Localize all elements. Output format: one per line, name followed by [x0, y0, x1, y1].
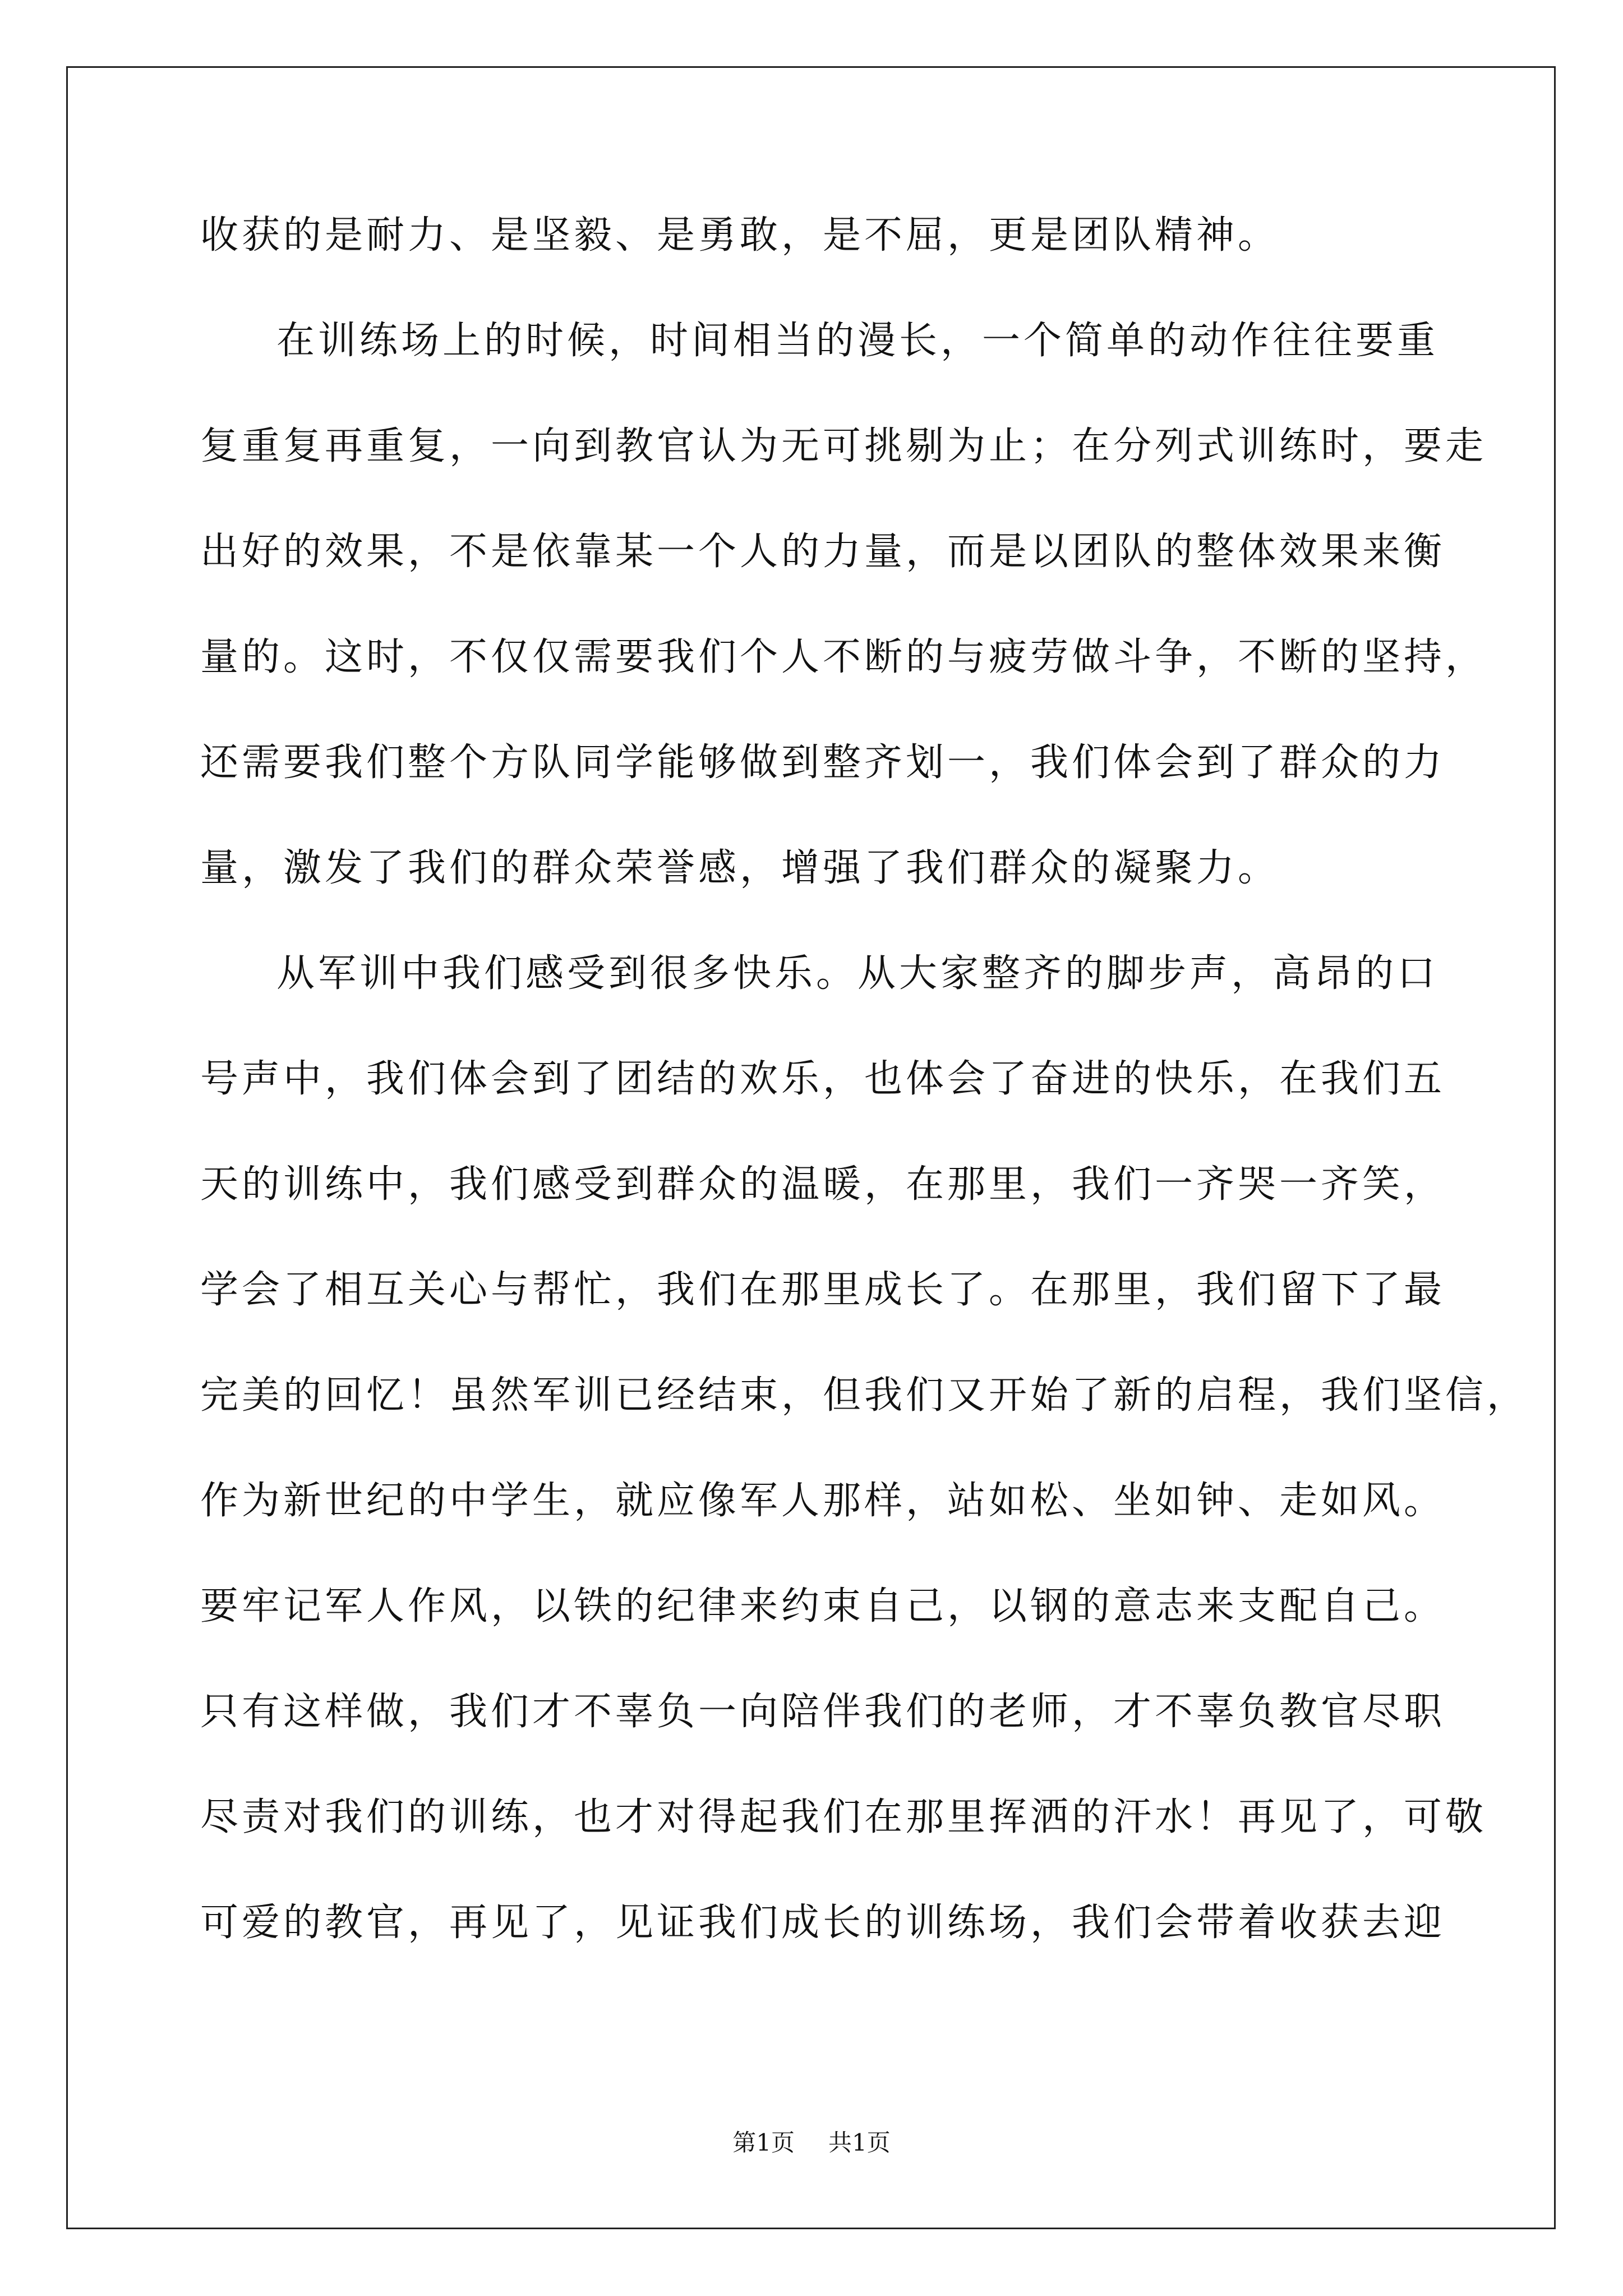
text-line: 完美的回忆！虽然军训已经结束，但我们又开始了新的启程，我们坚信， [200, 1373, 1529, 1418]
text-line: 收获的是耐力、是坚毅、是勇敢，是不屈，更是团队精神。 [200, 213, 1280, 257]
text-line: 尽责对我们的训练，也才对得起我们在那里挥洒的汗水！再见了，可敬 [200, 1795, 1487, 1839]
text-line: 还需要我们整个方队同学能够做到整齐划一，我们体会到了群众的力 [200, 740, 1446, 785]
text-line: 复重复再重复，一向到教官认为无可挑剔为止；在分列式训练时，要走 [200, 424, 1487, 468]
text-line: 作为新世纪的中学生，就应像军人那样，站如松、坐如钟、走如风。 [200, 1479, 1446, 1523]
text-line: 号声中，我们体会到了团结的欢乐，也体会了奋进的快乐，在我们五 [200, 1057, 1446, 1101]
text-line: 从军训中我们感受到很多快乐。从大家整齐的脚步声，高昂的口 [276, 951, 1439, 996]
text-line: 天的训练中，我们感受到群众的温暖，在那里，我们一齐哭一齐笑， [200, 1162, 1446, 1207]
text-line: 要牢记军人作风，以铁的纪律来约束自己，以钢的意志来支配自己。 [200, 1584, 1446, 1628]
text-line: 学会了相互关心与帮忙，我们在那里成长了。在那里，我们留下了最 [200, 1268, 1446, 1312]
page-number: 第1页 [732, 2129, 795, 2156]
page-total: 共1页 [828, 2129, 891, 2156]
text-line: 量的。这时，不仅仅需要我们个人不断的与疲劳做斗争，不断的坚持， [200, 635, 1487, 679]
text-line: 在训练场上的时候，时间相当的漫长，一个简单的动作往往要重 [276, 319, 1439, 363]
text-line: 量，激发了我们的群众荣誉感，增强了我们群众的凝聚力。 [200, 846, 1280, 890]
page-footer [0, 2126, 1623, 2160]
text-line: 可爱的教官，再见了，见证我们成长的训练场，我们会带着收获去迎 [200, 1901, 1446, 1945]
text-line: 出好的效果，不是依靠某一个人的力量，而是以团队的整体效果来衡 [200, 530, 1446, 574]
text-line: 只有这样做，我们才不辜负一向陪伴我们的老师，才不辜负教官尽职 [200, 1690, 1446, 1734]
